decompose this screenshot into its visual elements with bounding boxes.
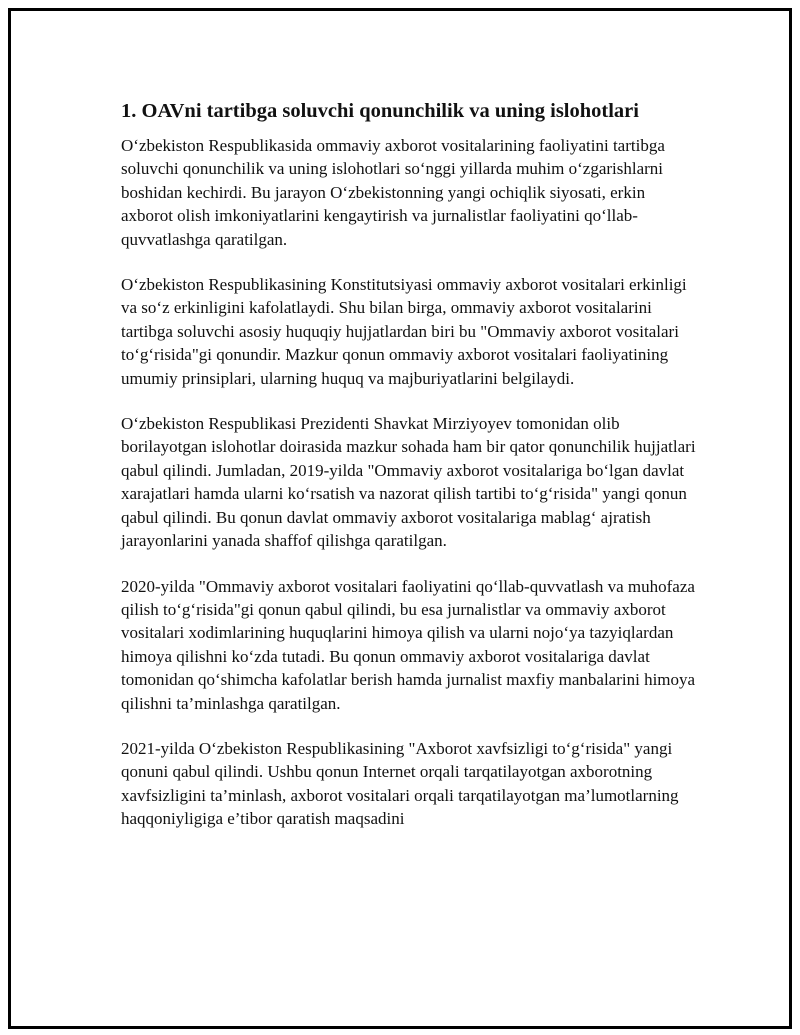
paragraph-1: O‘zbekiston Respublikasida ommaviy axborot vositalarining faoliyatini tartibga soluvchi qonunchilik va uning islohotlari so‘nggi yillarda muhim o‘zgarishlarni boshidan kechirdi. Bu jarayon O‘zbekistonning yangi ochiqlik siyosati, erkin axborot olish imkoniyatlarini kengaytirish va jurnalistlar faoliyatini qo‘llab-quvvatlashga qaratilgan. (121, 136, 665, 249)
paragraph-2: O‘zbekiston Respublikasining Konstitutsiyasi ommaviy axborot vositalari erkinligi va so‘z erkinligini kafolatlaydi. Shu bilan birga, ommaviy axborot vositalarini tartibga soluvchi asosiy huquqiy hujjatlardan biri bu "Ommaviy axborot vositalari to‘g‘risida"gi qonundir. Mazkur qonun ommaviy axborot vositalari faoliyatining umumiy prinsiplari, ularning huquq va majburiyatlarini belgilaydi. (121, 275, 687, 388)
paragraph-4: 2020-yilda "Ommaviy axborot vositalari faoliyatini qo‘llab-quvvatlash va muhofaza qilish to‘g‘risida"gi qonun qabul qilindi, bu esa jurnalistlar va ommaviy axborot vositalari xodimlarining huquqlarini himoya qilish va ularni nojo‘ya tazyiqlardan himoya qilishni ko‘zda tutadi. Bu qonun ommaviy axborot vositalariga davlat tomonidan qo‘shimcha kafolatlar berish hamda jurnalist maxfiy manbalarini himoya qilishni ta’minlashga qaratilgan. (121, 576, 696, 713)
page-frame (8, 8, 792, 1029)
section-heading: 1. OAVni tartibga soluvchi qonunchilik va uning islohotlari (121, 100, 639, 122)
paragraph-3: O‘zbekiston Respublikasi Prezidenti Shavkat Mirziyoyev tomonidan olib borilayotgan islohotlar doirasida mazkur sohada ham bir qator qonunchilik hujjatlari qabul qilindi. Jumladan, 2019-yilda "Ommaviy axborot vositalariga bo‘lgan davlat xarajatlari hamda ularni ko‘rsatish va nazorat qilish tartibi to‘g‘risida" yangi qonun qabul qilindi. Bu qonun davlat ommaviy axborot vositalariga mablag‘ ajratish jarayonlarini yanada shaffof qilishga qaratilgan. (121, 414, 696, 551)
paragraph-5: 2021-yilda O‘zbekiston Respublikasining "Axborot xavfsizligi to‘g‘risida" yangi qonuni qabul qilindi. Ushbu qonun Internet orqali tarqatilayotgan axborotning xavfsizligini ta’minlash, axborot vositalari orqali tarqatilayotgan ma’lumotlarning haqqoniyligiga e’tibor qaratish maqsadini (121, 738, 679, 829)
document-body (121, 97, 696, 853)
